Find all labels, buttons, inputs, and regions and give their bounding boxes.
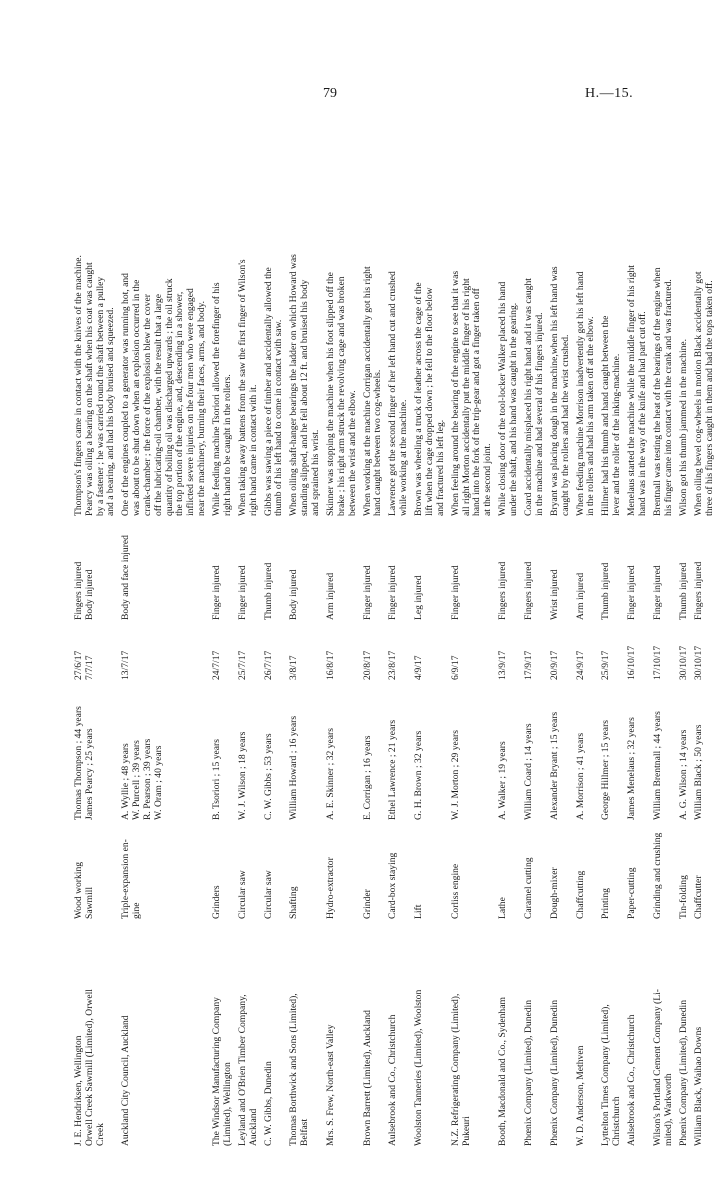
cell-line: lever and the roller of the inking-machine. [611, 353, 623, 516]
cell-line: A. G. Wilson ; 14 years [677, 729, 689, 820]
cell-line: W. Purcell ; 39 years [131, 740, 143, 820]
cell-line: Wood working [73, 861, 84, 919]
cell-line: Thompson's fingers came in contact with the knives of the machine. [73, 255, 84, 516]
cell-line: 30/10/17 [677, 645, 689, 680]
cell-line: William Brentnall ; 44 years [652, 711, 663, 820]
cell-line: (Limited), Wellington [221, 1062, 233, 1146]
cell-line: Dough-mixer [548, 867, 560, 919]
persons-cell [627, 687, 638, 820]
cell-line: Chaffcutting [574, 870, 586, 919]
machine-cell [679, 829, 690, 919]
details-cell [74, 96, 117, 516]
cell-line: Body injured [83, 569, 95, 620]
injury-cell [238, 520, 249, 620]
persons-cell [451, 687, 462, 820]
cell-line: standing slipped, and he fell about 12 ft. and bruised his body [299, 279, 311, 516]
cell-line: A. Walker ; 19 years [497, 741, 509, 820]
cell-line: W. J. Morton ; 29 years [449, 730, 461, 820]
employer-cell [74, 928, 106, 1146]
persons-cell [388, 687, 399, 820]
cell-line: Hydro-extractor [325, 857, 336, 919]
cell-line: Thomas Borthwick and Sons (Limited), [288, 993, 300, 1146]
details-cell [451, 96, 494, 516]
details-cell [212, 96, 234, 516]
cell-line: Lathe [497, 897, 509, 919]
injury-cell [694, 520, 705, 620]
cell-line: 23/8/17 [387, 650, 399, 680]
employer-cell [451, 928, 473, 1146]
details-cell [289, 96, 321, 516]
details-cell [363, 96, 385, 516]
cell-line: When feeding machine Morrison inadvertently got his left hand [574, 271, 586, 516]
details-cell [601, 96, 623, 516]
employer-cell [289, 928, 311, 1146]
machine-cell [74, 829, 96, 919]
cell-line: Wilson got his thumb jammed in the machine. [677, 338, 689, 516]
injury-cell [289, 520, 300, 620]
cell-line: Shafting [288, 886, 300, 919]
cell-line: Finger injured [211, 565, 222, 620]
injury-cell [451, 520, 462, 620]
details-cell [694, 96, 715, 516]
date-cell [524, 626, 535, 680]
cell-line: the top portion of the engine, and, descending in a shower, [174, 291, 186, 516]
machine-cell [627, 829, 638, 919]
machine-cell [550, 829, 561, 919]
machine-cell [601, 829, 612, 919]
cell-line: right hand came in contact with it. [247, 384, 259, 516]
injury-cell [414, 520, 425, 620]
cell-line: three of his fingers caught in them and had the tops taken off. [703, 280, 715, 516]
cell-line: A. Morrison ; 41 years [574, 732, 586, 820]
date-cell [264, 626, 275, 680]
cell-line: 20/9/17 [548, 650, 560, 680]
cell-line: Gibbs was sawing a piece of timber and accidentally allowed the [262, 267, 274, 516]
cell-line: B. Tsoriori ; 15 years [211, 739, 222, 820]
cell-line: Triple-expansion en- [120, 839, 132, 919]
employer-cell [653, 928, 675, 1146]
employer-cell [414, 928, 425, 1146]
cell-line: Christchurch [611, 1096, 623, 1146]
employer-cell [238, 928, 260, 1146]
details-cell [679, 96, 690, 516]
cell-line: under the shaft, and his hand was caught in the gearing. [507, 302, 519, 516]
cell-line: Thomas Thompson ; 44 years [73, 706, 84, 820]
cell-line: Finger injured [652, 565, 663, 620]
cell-line: 13/7/17 [120, 650, 132, 680]
cell-line: Body injured [288, 569, 300, 620]
cell-line: Leg injured [413, 575, 425, 620]
cell-line: A. Wyllie ; 48 years [120, 743, 132, 820]
cell-line: W. J. Wilson ; 18 years [236, 731, 248, 820]
date-cell [576, 626, 587, 680]
date-cell [326, 626, 337, 680]
cell-line: Sawmill [83, 887, 95, 919]
persons-cell [601, 687, 612, 820]
cell-line: between the wrist and the elbow. [346, 390, 358, 516]
machine-cell [238, 829, 249, 919]
cell-line: 16/8/17 [325, 650, 336, 680]
date-cell [550, 626, 561, 680]
persons-cell [238, 687, 249, 820]
cell-line: E. Corrigan ; 16 years [361, 735, 373, 820]
machine-cell [694, 829, 705, 919]
injury-cell [363, 520, 374, 620]
details-cell [388, 96, 410, 516]
cell-line: Printing [600, 888, 612, 919]
cell-line: and sprained his wrist. [309, 429, 321, 516]
cell-line: 27/6/17 [73, 650, 84, 680]
machine-cell [289, 829, 300, 919]
details-cell [653, 96, 675, 516]
cell-line: Bryant was placing dough in the machine,when his left hand was [548, 266, 560, 516]
injury-cell [679, 520, 690, 620]
machine-cell [653, 829, 664, 919]
details-cell [264, 96, 286, 516]
cell-line: Phœnix Company (Limited), Dunedin [548, 999, 560, 1146]
persons-cell [694, 687, 705, 820]
cell-line: Fingers injured [523, 561, 534, 620]
cell-line: was about to be shut down when an explosion occurred in the [131, 279, 143, 516]
machine-cell [326, 829, 337, 919]
cell-line: Thumb injured [600, 562, 612, 620]
cell-line: all right Morton accidentally put the middle finger of his right [460, 278, 472, 516]
employer-cell [212, 928, 234, 1146]
persons-cell [679, 687, 690, 820]
cell-line: Leyland and O'Brien Timber Company, [236, 994, 248, 1146]
persons-cell [212, 687, 223, 820]
cell-line: Brown Barrett (Limited), Auckland [361, 1010, 373, 1146]
cell-line: quantity of boiling oil was discharged upwards ; the oil struck [163, 278, 175, 516]
cell-line: When oiling bevel cog-wheels in motion Black accidentally got [692, 271, 704, 516]
cell-line: W. D. Anderson, Methven [574, 1045, 586, 1146]
cell-line: While closing door of the tool-locker Walker placed his hand [497, 281, 509, 516]
persons-cell [264, 687, 275, 820]
cell-line: 24/9/17 [574, 650, 586, 680]
cell-line: near the machinery, burning their faces, arms, and body. [195, 300, 207, 516]
persons-cell [653, 687, 664, 820]
injury-cell [74, 520, 96, 620]
document-code: H.—15. [585, 86, 634, 101]
machine-cell [212, 829, 223, 919]
cell-line: William Black ; 50 years [692, 724, 704, 820]
injury-cell [576, 520, 587, 620]
date-cell [289, 626, 300, 680]
date-cell [498, 626, 509, 680]
cell-line: caught by the rollers and had the wrist crushed. [559, 334, 571, 516]
employer-cell [627, 928, 638, 1146]
persons-cell [326, 687, 337, 820]
injury-cell [212, 520, 223, 620]
cell-line: Lawrence got the second finger of her left hand cut and crushed [387, 271, 399, 516]
injury-cell [388, 520, 399, 620]
cell-line: 17/9/17 [523, 650, 534, 680]
cell-line: Belfast [299, 1118, 311, 1146]
cell-line: while working at the machine. [398, 399, 410, 516]
cell-line: 13/9/17 [497, 650, 509, 680]
cell-line: J. E. Hendriksen, Wellington [73, 1035, 84, 1146]
date-cell [653, 626, 664, 680]
cell-line: Arm injured [574, 572, 586, 620]
cell-line: G. H. Brown ; 32 years [413, 730, 425, 820]
cell-line: thumb of his left hand to come in contact with saw. [273, 319, 285, 516]
cell-line: N.Z. Refrigerating Company (Limited), [449, 993, 461, 1146]
cell-line: Body and face injured [120, 535, 132, 620]
details-cell [121, 96, 207, 516]
employer-cell [498, 928, 509, 1146]
employer-cell [679, 928, 690, 1146]
employer-cell [524, 928, 535, 1146]
cell-line: and fractured his left leg. [434, 419, 446, 516]
cell-line: When working at the machine Corrigan accidentally got his right [361, 266, 373, 516]
cell-line: 20/8/17 [361, 650, 373, 680]
persons-cell [576, 687, 587, 820]
cell-line: While feeding machine Tsoriori allowed the forefinger of his [211, 282, 222, 516]
details-cell [627, 96, 649, 516]
cell-line: Thumb injured [677, 562, 689, 620]
cell-line: 17/10/17 [652, 645, 663, 680]
cell-line: right hand to be caught in the rollers. [221, 374, 233, 516]
cell-line: William Coard ; 14 years [523, 723, 534, 820]
cell-line: C. W. Gibbs, Dunedin [262, 1061, 274, 1146]
employer-cell [694, 928, 705, 1146]
cell-line: Menelaus started the machine while the middle finger of his right [626, 265, 638, 516]
cell-line: in the rollers and had his arm taken off at the elbow. [585, 316, 597, 516]
details-cell [498, 96, 520, 516]
cell-line: at the second joint. [482, 443, 494, 516]
details-cell [326, 96, 358, 516]
cell-line: 6/9/17 [449, 655, 461, 680]
cell-line: Booth, Macdonald and Co., Sydenham [497, 997, 509, 1146]
cell-line: in the machine and had several of his fingers injured. [533, 312, 545, 516]
cell-line: 7/7/17 [83, 655, 95, 680]
persons-cell [524, 687, 535, 820]
injury-cell [498, 520, 509, 620]
cell-line: his finger came into contact with the crank and was fractured. [662, 279, 674, 516]
injury-cell [653, 520, 664, 620]
injury-cell [264, 520, 275, 620]
cell-line: Lift [413, 904, 425, 919]
machine-cell [414, 829, 425, 919]
employer-cell [601, 928, 623, 1146]
machine-cell [498, 829, 509, 919]
cell-line: lift when the cage dropped down ; he fell to the floor below [423, 287, 435, 516]
cell-line: Pukeuri [460, 1116, 472, 1146]
employer-cell [326, 928, 337, 1146]
cell-line: W. Oram ; 40 years [152, 745, 164, 820]
cell-line: Grinder [361, 889, 373, 919]
cell-line: William Black, Waihao Downs [692, 1026, 704, 1146]
date-cell [601, 626, 612, 680]
machine-cell [264, 829, 275, 919]
cell-line: Hillmer had his thumb and hand caught between the [600, 315, 612, 516]
cell-line: Orwell Creek Sawmill (Limited), Orwell [83, 989, 95, 1146]
cell-line: Brentnall was testing the heat of the bearings of the engine when [652, 267, 663, 516]
cell-line: Ethel Lawrence ; 21 years [387, 719, 399, 820]
cell-line: Phœnix Company (Limited), Dunedin [523, 999, 534, 1146]
date-cell [627, 626, 638, 680]
cell-line: brake ; his right arm struck the revolving cage and was broken [335, 276, 347, 516]
date-cell [121, 626, 132, 680]
cell-line: 25/7/17 [236, 650, 248, 680]
date-cell [238, 626, 249, 680]
employer-cell [550, 928, 561, 1146]
cell-line: Chaffcutter [692, 875, 704, 919]
cell-line: Finger injured [361, 565, 373, 620]
cell-line: Grinding and crushing [652, 832, 663, 919]
cell-line: 3/8/17 [288, 655, 300, 680]
cell-line: mited), Warkworth [662, 1073, 674, 1146]
cell-line: When feeling around the bearing of the engine to see that it was [449, 270, 461, 516]
cell-line: Brown was wheeling a truck of leather across the cage of the [413, 282, 425, 516]
machine-cell [524, 829, 535, 919]
machine-cell [363, 829, 374, 919]
employer-cell [363, 928, 374, 1146]
cell-line: Card-box staying [387, 852, 399, 919]
cell-line: Alexander Bryant ; 15 years [548, 711, 560, 820]
cell-line: Finger injured [236, 565, 248, 620]
date-cell [679, 626, 690, 680]
details-cell [524, 96, 546, 516]
persons-cell [289, 687, 300, 820]
date-cell [451, 626, 462, 680]
cell-line: Auckland [247, 1108, 259, 1146]
cell-line: off the lubricating-oil chamber, with the result that a large [152, 294, 164, 516]
employer-cell [264, 928, 275, 1146]
cell-line: Finger injured [387, 565, 399, 620]
cell-line: Grinders [211, 885, 222, 919]
cell-line: Mrs. S. Frew, North-east Valley [325, 1024, 336, 1146]
cell-line: Woolston Tanneries (Limited), Woolston [413, 989, 425, 1146]
persons-cell [363, 687, 374, 820]
cell-line: Caramel cutting [523, 857, 534, 919]
persons-cell [498, 687, 509, 820]
page-number: 79 [323, 86, 337, 101]
cell-line: A. E. Skinner ; 32 years [325, 728, 336, 820]
cell-line: Lyttelton Times Company (Limited), [600, 1004, 612, 1146]
cell-line: hand caught between two cog-wheels. [372, 369, 384, 516]
cell-line: Thumb injured [262, 562, 274, 620]
cell-line: Circular saw [262, 870, 274, 919]
cell-line: inflicted severe injuries on the four men who were engaged [185, 288, 197, 516]
cell-line: Creek [94, 1123, 106, 1146]
employer-cell [121, 928, 132, 1146]
cell-line: James Menelaus ; 32 years [626, 717, 638, 820]
cell-line: 16/10/17 [626, 645, 638, 680]
cell-line: The Windsor Manufacturing Company [211, 997, 222, 1146]
cell-line: and a bearing, and had his body bruised and squeezed. [105, 307, 117, 516]
injury-cell [121, 520, 132, 620]
persons-cell [550, 687, 561, 820]
cell-line: hand into the fork of the trip-gear and got a finger taken off [471, 288, 483, 516]
cell-line: George Hillmer ; 15 years [600, 720, 612, 820]
cell-line: Circular saw [236, 870, 248, 919]
cell-line: by a fastener ; he was carried round the shaft between a pulley [94, 276, 106, 516]
cell-line: William Howard ; 16 years [288, 715, 300, 820]
cell-line: 25/9/17 [600, 650, 612, 680]
accident-table [72, 96, 715, 1146]
cell-line: Arm injured [325, 572, 336, 620]
details-cell [576, 96, 598, 516]
persons-cell [414, 687, 425, 820]
cell-line: 24/7/17 [211, 650, 222, 680]
cell-line: gine [131, 902, 143, 919]
date-cell [694, 626, 705, 680]
cell-line: Fingers injured [497, 561, 509, 620]
cell-line: Wrist injured [548, 569, 560, 620]
cell-line: Coard accidentally misplaced his right hand and it was caught [523, 278, 534, 516]
machine-cell [388, 829, 399, 919]
cell-line: Finger injured [626, 565, 638, 620]
date-cell [74, 626, 96, 680]
cell-line: Paper-cutting [626, 867, 638, 919]
cell-line: Phœnix Company (Limited), Dunedin [677, 999, 689, 1146]
machine-cell [576, 829, 587, 919]
cell-line: hand was in the way of the knife and had part cut off. [636, 311, 648, 516]
cell-line: When taking away battens from the saw the first finger of Wilson's [236, 259, 248, 516]
details-cell [238, 96, 260, 516]
cell-line: 30/10/17 [692, 645, 704, 680]
date-cell [388, 626, 399, 680]
cell-line: Fingers injured [692, 561, 704, 620]
cell-line: 4/9/17 [413, 655, 425, 680]
employer-cell [388, 928, 399, 1146]
cell-line: Skinner was stopping the machine when his foot slipped off the [325, 272, 336, 516]
cell-line: 26/7/17 [262, 650, 274, 680]
machine-cell [451, 829, 462, 919]
cell-line: Aulsebrook and Co., Christchurch [387, 1014, 399, 1146]
cell-line: Aulsebrook and Co., Christchurch [626, 1014, 638, 1146]
date-cell [414, 626, 425, 680]
cell-line: One of the engines coupled to a generator was running hot, and [120, 273, 132, 516]
injury-cell [601, 520, 612, 620]
cell-line: Finger injured [449, 565, 461, 620]
injury-cell [627, 520, 638, 620]
employer-cell [576, 928, 587, 1146]
date-cell [212, 626, 223, 680]
cell-line: When oiling shaft-hanger bearings the ladder on which Howard was [288, 254, 300, 516]
cell-line: Fingers injured [73, 561, 84, 620]
machine-cell [121, 829, 143, 919]
cell-line: crank-chamber ; the force of the explosion blew the cover [141, 294, 153, 516]
persons-cell [121, 687, 164, 820]
cell-line: James Pearcy ; 25 years [83, 728, 95, 820]
cell-line: Tin-folding [677, 875, 689, 919]
injury-cell [326, 520, 337, 620]
cell-line: R. Pearson ; 39 years [141, 738, 153, 820]
details-cell [550, 96, 572, 516]
persons-cell [74, 687, 96, 820]
details-cell [414, 96, 446, 516]
cell-line: Corliss engine [449, 863, 461, 919]
date-cell [363, 626, 374, 680]
injury-cell [524, 520, 535, 620]
injury-cell [550, 520, 561, 620]
cell-line: Pearcy was oiling a bearing on the shaft when his coat was caught [83, 262, 95, 516]
cell-line: Wilson's Portland Cement Company (Li- [652, 989, 663, 1146]
cell-line: C. W. Gibbs ; 53 years [262, 733, 274, 820]
cell-line: Auckland City Council, Auckland [120, 1015, 132, 1146]
